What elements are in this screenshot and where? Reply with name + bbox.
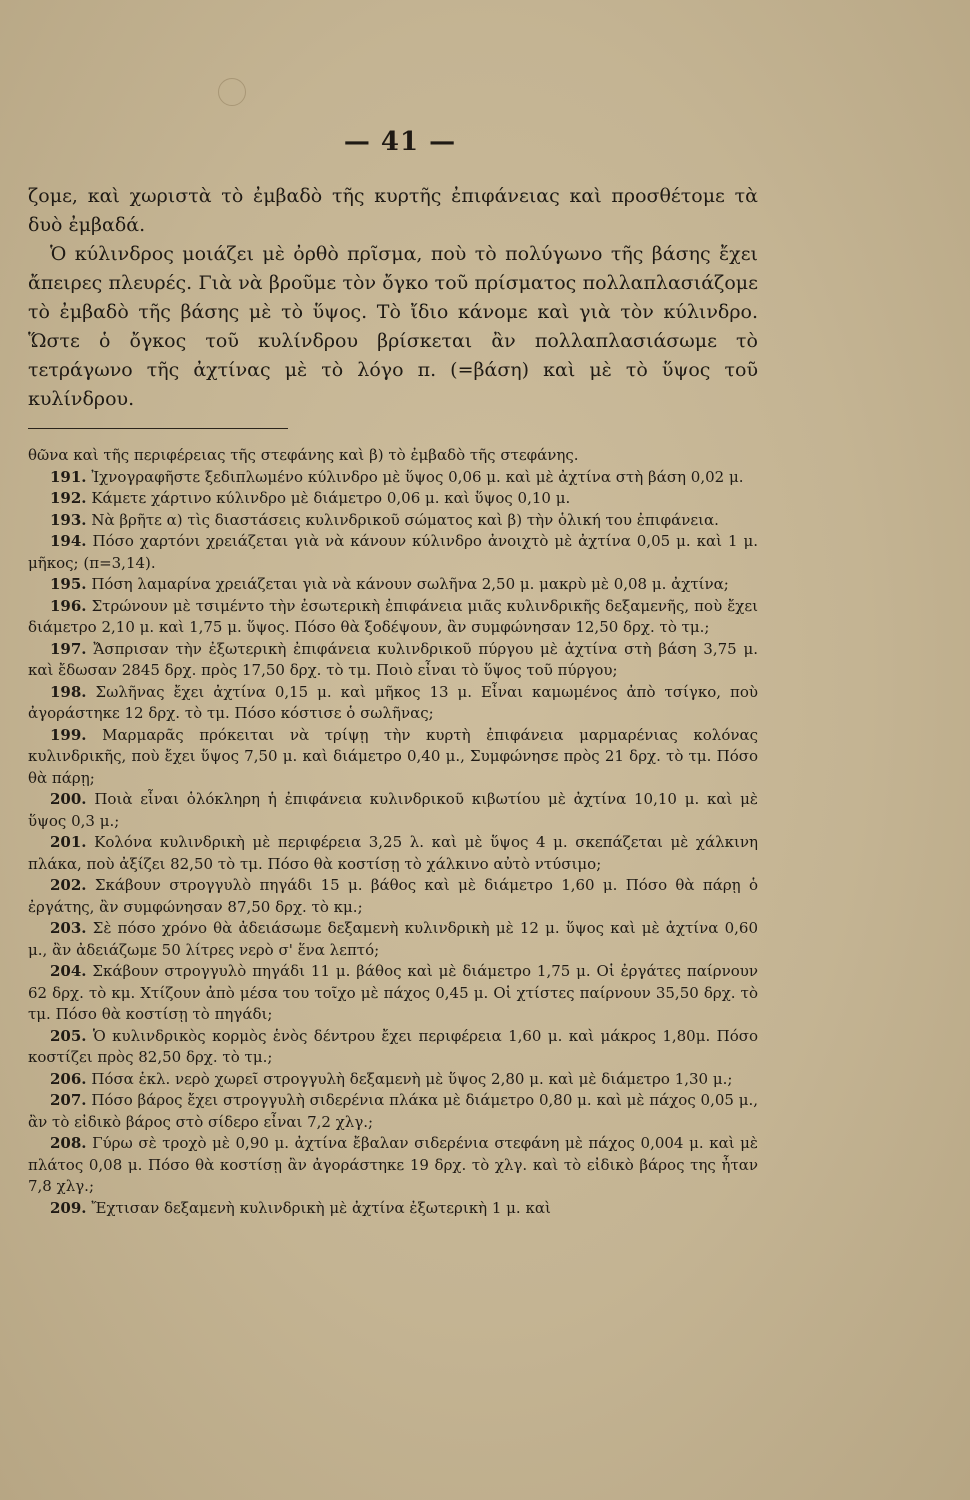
exercise-item: [28, 789, 758, 832]
exercise-number: 191.: [50, 467, 87, 486]
exercise-number: 194.: [50, 532, 87, 550]
exercise-number: 199.: [50, 725, 87, 744]
exercise-item: [28, 488, 758, 510]
exercise-item: [28, 832, 758, 875]
exercise-text: Ποιὰ εἶναι ὁλόκληρη ἡ ἐπιφάνεια κυλινδρικοῦ κιβωτίου μὲ ἀχτίνα 10,10 μ. καὶ μὲ ὕψος 0,3 μ.;: [28, 790, 758, 830]
exercise-text: Στρώνουν μὲ τσιμέντο τὴν ἐσωτερικὴ ἐπιφάνεια μιᾶς κυλινδρικῆς δεξαμενῆς, ποὺ ἔχει διάμετρο 2,10 μ. καὶ 1,75 μ. ὕψος. Πόσο θὰ ξοδέψουν, ἂν συμφώνησαν 12,50 δρχ. τὸ τμ.;: [28, 596, 758, 636]
exercise-number: 197.: [50, 639, 87, 658]
exercise-number: 198.: [50, 682, 87, 701]
exercise-item: [28, 961, 758, 1026]
exercise-item: [28, 1133, 758, 1198]
exercise-number: 195.: [50, 575, 87, 593]
exercise-item: [28, 510, 758, 532]
intro-text: [28, 182, 758, 414]
exercise-text: Πόσο χαρτόνι χρειάζεται γιὰ νὰ κάνουν κύλινδρο ἀνοιχτὸ μὲ ἀχτίνα 0,05 μ. καὶ 1 μ. μῆκος; (π=3,14).: [28, 532, 758, 572]
exercise-number: 209.: [50, 1198, 87, 1217]
exercise-item: [28, 467, 758, 489]
exercise-item: [28, 1198, 758, 1220]
exercise-text: Σκάβουν στρογγυλὸ πηγάδι 11 μ. βάθος καὶ μὲ διάμετρο 1,75 μ. Οἱ ἐργάτες παίρνουν 62 δρχ. τὸ κμ. Χτίζουν ἀπὸ μέσα του τοῖχο μὲ πάχος 0,45 μ. Οἱ χτίστες παίρνουν 35,50 δρχ. τὸ τμ. Πόσο θὰ κοστίσῃ τὸ πηγάδι;: [28, 962, 758, 1023]
exercise-list: [28, 445, 758, 1219]
exercise-text: Σὲ πόσο χρόνο θὰ ἀδειάσωμε δεξαμενὴ κυλινδρικὴ μὲ 12 μ. ὕψος καὶ μὲ ἀχτίνα 0,60 μ., ἂν ἀδειάζωμε 50 λίτρες νερὸ σ' ἕνα λεπτό;: [28, 919, 758, 959]
exercise-text: Γύρω σὲ τροχὸ μὲ 0,90 μ. ἀχτίνα ἔβαλαν σιδερένια στεφάνη μὲ πάχος 0,004 μ. καὶ μὲ πλάτος 0,08 μ. Πόσο θὰ κοστίσῃ ἂν ἀγοράστηκε 19 δρχ. τὸ χλγ. καὶ τὸ εἰδικὸ βάρος της ἦταν 7,8 χλγ.;: [28, 1134, 758, 1195]
page-body: [28, 182, 758, 1219]
exercise-number: 206.: [50, 1069, 87, 1088]
exercise-text: Ἔχτισαν δεξαμενὴ κυλινδρικὴ μὲ ἀχτίνα ἐξωτερικὴ 1 μ. καὶ: [91, 1198, 551, 1217]
exercise-item: [28, 596, 758, 639]
exercise-items: [28, 467, 758, 1220]
section-divider: [28, 428, 288, 429]
exercise-number: 207.: [50, 1091, 87, 1109]
exercise-text: Ἰχνογραφῆστε ξεδιπλωμένο κύλινδρο μὲ ὕψος 0,06 μ. καὶ μὲ ἀχτίνα στὴ βάση 0,02 μ.: [91, 467, 744, 486]
exercise-number: 196.: [50, 596, 87, 615]
exercise-text: Πόσο βάρος ἔχει στρογγυλὴ σιδερένια πλάκα μὲ διάμετρο 0,80 μ. καὶ μὲ πάχος 0,05 μ., ἂν τὸ εἰδικὸ βάρος στὸ σίδερο εἶναι 7,2 χλγ.;: [28, 1091, 758, 1131]
exercise-item: [28, 875, 758, 918]
exercise-number: 193.: [50, 510, 87, 529]
exercise-continuation: θῶνα καὶ τῆς περιφέρειας τῆς στεφάνης καὶ β) τὸ ἐμβαδὸ τῆς στεφάνης.: [28, 446, 579, 464]
intro-paragraph: ζομε, καὶ χωριστὰ τὸ ἐμβαδὸ τῆς κυρτῆς ἐπιφάνειας καὶ προσθέτομε τὰ δυὸ ἐμβαδά.: [28, 185, 758, 236]
exercise-text: Κολόνα κυλινδρικὴ μὲ περιφέρεια 3,25 λ. καὶ μὲ ὕψος 4 μ. σκεπάζεται μὲ χάλκινη πλάκα, ποὺ ἀξίζει 82,50 τὸ τμ. Πόσο θὰ κοστίσῃ τὸ χάλκινο αὐτὸ ντύσιμο;: [28, 833, 758, 873]
exercise-text: Κάμετε χάρτινο κύλινδρο μὲ διάμετρο 0,06 μ. καὶ ὕψος 0,10 μ.: [91, 489, 571, 507]
exercise-text: Ὁ κυλινδρικὸς κορμὸς ἑνὸς δέντρου ἔχει περιφέρεια 1,60 μ. καὶ μάκρος 1,80μ. Πόσο κοστίζει πρὸς 82,50 δρχ. τὸ τμ.;: [28, 1026, 758, 1066]
exercise-text: Σωλῆνας ἔχει ἀχτίνα 0,15 μ. καὶ μῆκος 13 μ. Εἶναι καμωμένος ἀπὸ τσίγκο, ποὺ ἀγοράστηκε 12 δρχ. τὸ τμ. Πόσο κόστισε ὁ σωλῆνας;: [28, 682, 758, 722]
exercise-item: [28, 725, 758, 790]
exercise-number: 208.: [50, 1134, 87, 1152]
paper-stain: [218, 78, 246, 106]
exercise-text: Σκάβουν στρογγυλὸ πηγάδι 15 μ. βάθος καὶ μὲ διάμετρο 1,60 μ. Πόσο θὰ πάρῃ ὁ ἐργάτης, ἂν συμφώνησαν 87,50 δρχ. τὸ κμ.;: [28, 876, 758, 916]
intro-paragraph: Ὁ κύλινδρος μοιάζει μὲ ὀρθὸ πρῖσμα, ποὺ τὸ πολύγωνο τῆς βάσης ἔχει ἄπειρες πλευρές. Γιὰ νὰ βροῦμε τὸν ὄγκο τοῦ πρίσματος πολλαπλασιάζομε τὸ ἐμβαδὸ τῆς βάσης μὲ τὸ ὕψος. Τὸ ἴδιο κάνομε καὶ γιὰ τὸν κύλινδρο. Ὥστε ὁ ὄγκος τοῦ κυλίνδρου βρίσκεται ἂν πολλαπλασιάσωμε τὸ τετράγωνο τῆς ἀχτίνας μὲ τὸ λόγο π. (=βάση) καὶ μὲ τὸ ὕψος τοῦ κυλίνδρου.: [28, 243, 758, 410]
exercise-number: 203.: [50, 919, 87, 937]
exercise-number: 200.: [50, 790, 87, 808]
exercise-item: [28, 1090, 758, 1133]
exercise-item: [28, 682, 758, 725]
exercise-number: 205.: [50, 1026, 87, 1045]
exercise-text: Ἄσπρισαν τὴν ἐξωτερικὴ ἐπιφάνεια κυλινδρικοῦ πύργου μὲ ἀχτίνα στὴ βάση 3,75 μ. καὶ ἔδωσαν 2845 δρχ. πρὸς 17,50 δρχ. τὸ τμ. Ποιὸ εἶναι τὸ ὕψος τοῦ πύργου;: [28, 639, 758, 679]
exercise-number: 204.: [50, 962, 87, 980]
exercise-item: [28, 574, 758, 596]
exercise-item: [28, 918, 758, 961]
exercise-number: 192.: [50, 489, 87, 507]
exercise-number: 201.: [50, 833, 87, 851]
exercise-text: Μαρμαρᾶς πρόκειται νὰ τρίψῃ τὴν κυρτὴ ἐπιφάνεια μαρμαρένιας κολόνας κυλινδρικῆς, ποὺ ἔχει ὕψος 7,50 μ. καὶ διάμετρο 0,40 μ., Συμφώνησε πρὸς 21 δρχ. τὸ τμ. Πόσο θὰ πάρῃ;: [28, 725, 758, 787]
exercise-item: [28, 639, 758, 682]
exercise-item: [28, 1026, 758, 1069]
exercise-item: [28, 1069, 758, 1091]
exercise-number: 202.: [50, 876, 87, 894]
exercise-text: Πόσα ἑκλ. νερὸ χωρεῖ στρογγυλὴ δεξαμενὴ μὲ ὕψος 2,80 μ. καὶ μὲ διάμετρο 1,30 μ.;: [91, 1069, 733, 1088]
page-number: — 41 —: [343, 127, 457, 157]
exercise-text: Νὰ βρῆτε α) τὶς διαστάσεις κυλινδρικοῦ σώματος καὶ β) τὴν ὁλική του ἐπιφάνεια.: [91, 510, 719, 529]
exercise-text: Πόση λαμαρίνα χρειάζεται γιὰ νὰ κάνουν σωλῆνα 2,50 μ. μακρὺ μὲ 0,08 μ. ἀχτίνα;: [91, 575, 729, 593]
exercise-item: [28, 531, 758, 574]
